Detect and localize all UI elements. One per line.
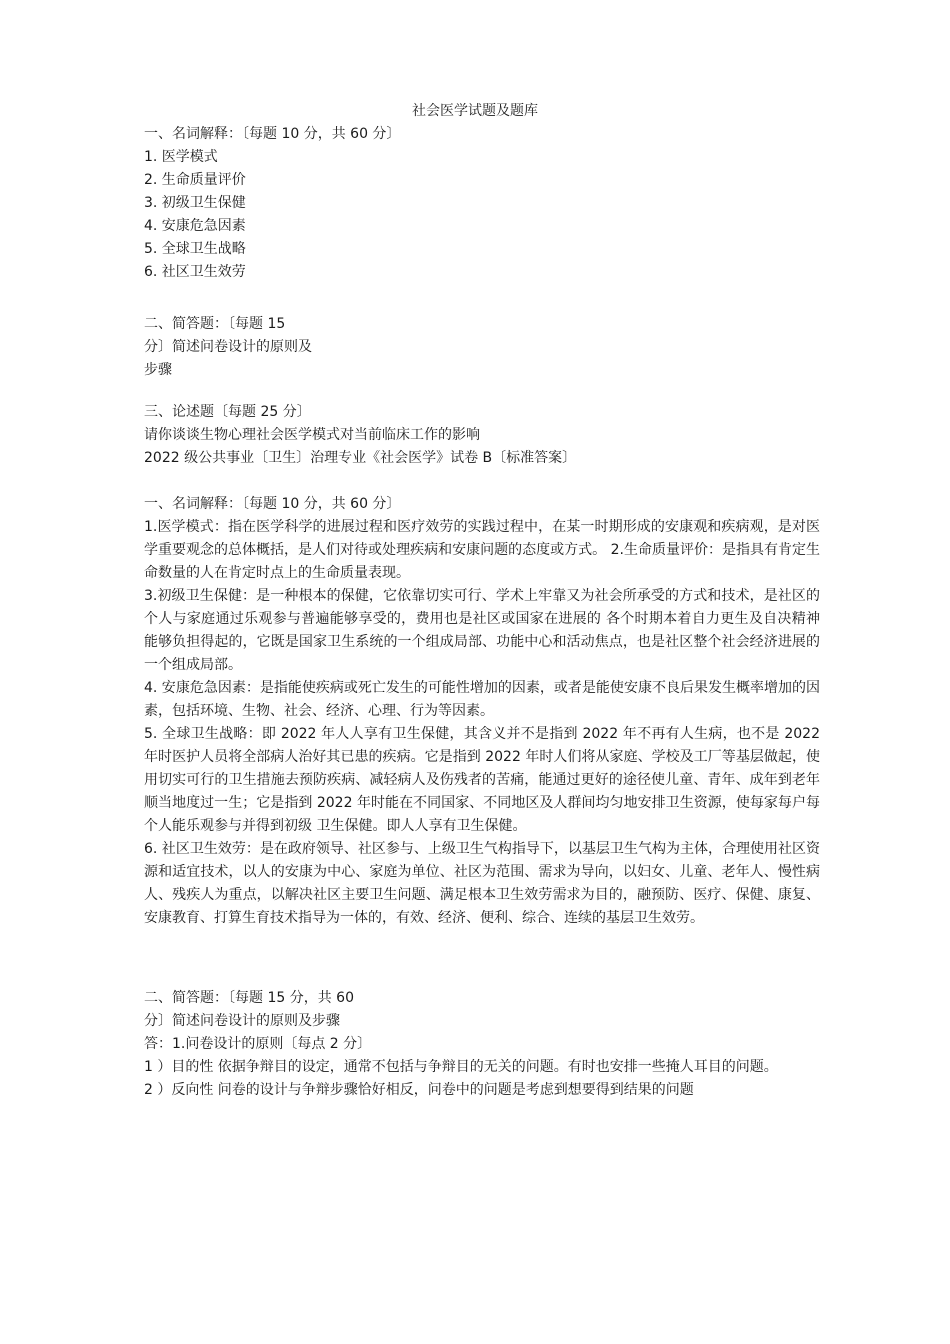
term-item: 3. 初级卫生保健	[144, 195, 246, 211]
answer-item: 6. 社区卫生效劳：是在政府领导、社区参与、上级卫生气构指导下，以基层卫生气构为主体，合理使用社区资源和适宜技术，以人的安康为中心、家庭为单位、社区为范围、需求为导向，以妇女、儿童、老年人、慢性病人、残疾人为重点，以解决社区主要卫生问题、满足根本卫生效劳需求为目的，融预防、医疗、保健、康复、安康教育、打算生育技术指导为一体的，有效、经济、便利、综合、连续的基层卫生效劳。	[144, 841, 820, 926]
section-2-line: 分〕简述问卷设计的原则及	[144, 339, 312, 355]
answer-section-2-line: 答：1.问卷设计的原则〔每点 2 分〕	[144, 1036, 372, 1052]
answer-item: 5. 全球卫生战略：即 2022 年人人享有卫生保健，其含义并不是指到 2022 年不再有人生病，也不是 2022 年时医护人员将全部病人治好其已患的疾病。它是指到 2022 年时人们将从家庭、学校及工厂等基层做起，使用切实可行的卫生措施去预防疾病、减轻病人及伤残者的苦痛，能通过更好的途径使儿童、青年、成年到老年顺当地度过一生；它是指到 2022 年时能在不同国家、不同地区及人群间均匀地安排卫生资源，使每家每户每个人能乐观参与并得到初级 卫生保健。即人人享有卫生保健。	[144, 726, 820, 834]
answer-section-1-header: 一、名词解释：〔每题 10 分，共 60 分〕	[144, 496, 401, 512]
answer-section-2	[144, 987, 820, 1102]
principle-item: 2 ）反向性 问卷的设计与争辩步骤恰好相反，问卷中的问题是考虑到想要得到结果的问题	[144, 1082, 694, 1098]
principle-item: 1 ）目的性 依据争辩目的设定，通常不包括与争辩目的无关的问题。有时也安排一些掩人耳目的问题。	[144, 1059, 778, 1075]
answer-section-1	[144, 493, 820, 930]
answer-item: 3.初级卫生保健：是一种根本的保健，它依靠切实可行、学术上牢靠又为社会所承受的方式和技术，是社区的个人与家庭通过乐观参与普遍能够享受的，费用也是社区或国家在进展的 各个时期本着自力更生及自决精神能够负担得起的，它既是国家卫生系统的一个组成局部、功能中心和活动焦点，也是社区整个社会经济进展的一个组成局部。	[144, 588, 820, 673]
page-title: 社会医学试题及题库	[412, 103, 538, 119]
answer-section-2-line: 分〕简述问卷设计的原则及步骤	[144, 1013, 340, 1029]
answer-key-title: 2022 级公共事业〔卫生〕治理专业《社会医学》试卷 B〔标准答案〕	[144, 450, 577, 466]
answer-section-2-line: 二、简答题：〔每题 15 分，共 60	[144, 990, 354, 1006]
section-3-question: 请你谈谈生物心理社会医学模式对当前临床工作的影响	[144, 427, 480, 443]
term-item: 4. 安康危急因素	[144, 218, 246, 234]
exam-section-2	[144, 313, 820, 382]
answer-item: 4. 安康危急因素：是指能使疾病或死亡发生的可能性增加的因素，或者是能使安康不良后果发生概率增加的因素，包括环境、生物、社会、经济、心理、行为等因素。	[144, 680, 820, 719]
term-item: 2. 生命质量评价	[144, 172, 246, 188]
term-item: 5. 全球卫生战略	[144, 241, 246, 257]
term-item: 6. 社区卫生效劳	[144, 264, 246, 280]
exam-section-1	[144, 123, 820, 284]
section-3-header: 三、论述题〔每题 25 分〕	[144, 404, 311, 420]
section-2-line: 步骤	[144, 362, 172, 378]
term-item: 1. 医学模式	[144, 149, 218, 165]
answer-item: 1.医学模式：指在医学科学的进展过程和医疗效劳的实践过程中，在某一时期形成的安康观和疾病观，是对医学重要观念的总体概括，是人们对待或处理疾病和安康问题的态度或方式。 2.生命质量评价：是指具有肯定生命数量的人在肯定时点上的生命质量表现。	[144, 519, 820, 581]
exam-section-3	[144, 401, 820, 470]
section-2-line: 二、简答题：〔每题 15	[144, 316, 286, 332]
section-1-header: 一、名词解释：〔每题 10 分，共 60 分〕	[144, 126, 401, 142]
